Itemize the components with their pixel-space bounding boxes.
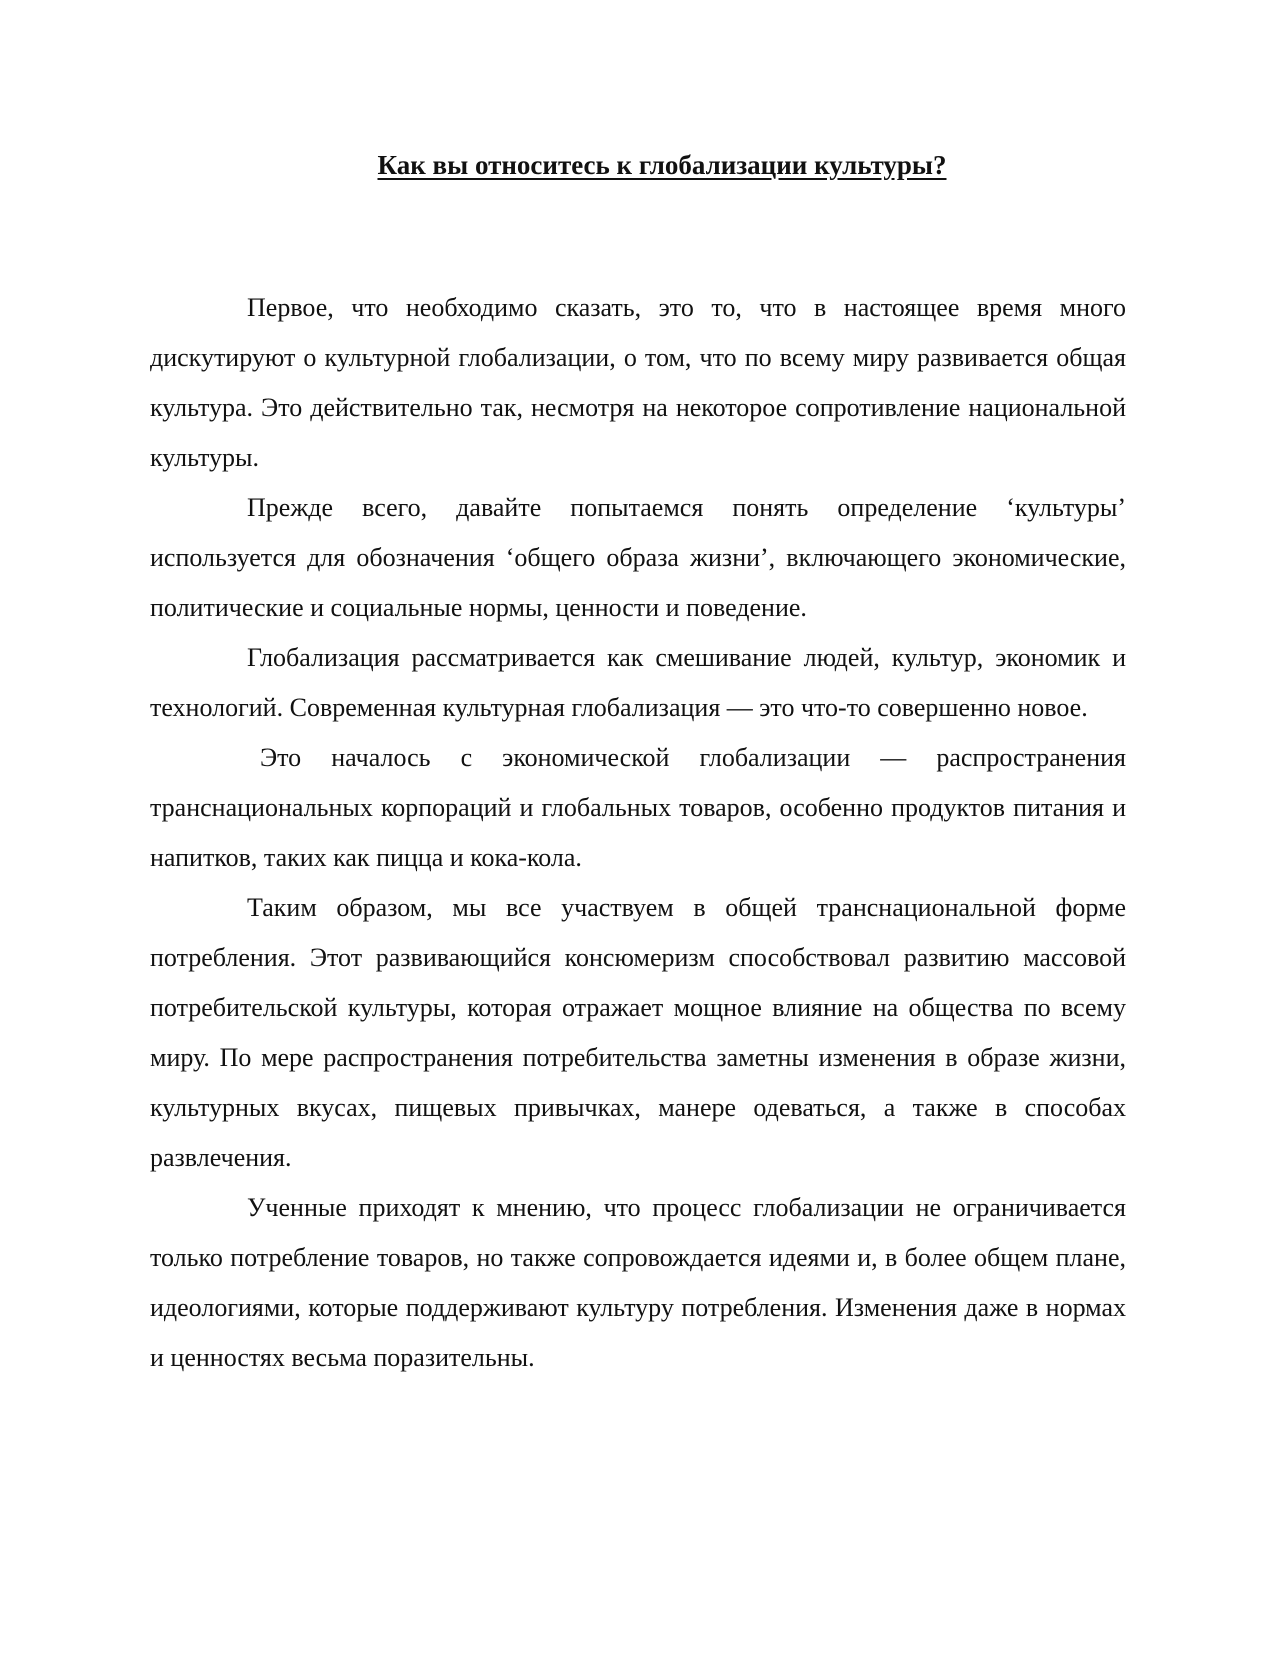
paragraph-5: Таким образом, мы все участвуем в общей транснациональной форме потребления. Этот развивающийся консюмеризм способствовал развитию массовой потребительской культуры, которая отражает мощное влияние на общества по всему миру. По мере распространения потребительства заметны изменения в образе жизни, культурных вкусах, пищевых привычках, манере одеваться, а также в способах развлечения. (150, 893, 1126, 1172)
paragraph-2: Прежде всего, давайте попытаемся понять определение ‘культуры’ используется для обозначения ‘общего образа жизни’, включающего экономические, политические и социальные нормы, ценности и поведение. (150, 493, 1126, 622)
paragraph-4: Это началось с экономической глобализации — распространения транснациональных корпораций и глобальных товаров, особенно продуктов питания и напитков, таких как пицца и кока-кола. (150, 743, 1126, 872)
document-body (150, 283, 1126, 1383)
paragraph-6: Ученные приходят к мнению, что процесс глобализации не ограничивается только потребление товаров, но также сопровождается идеями и, в более общем плане, идеологиями, которые поддерживают культуру потребления. Изменения даже в нормах и ценностях весьма поразительны. (150, 1193, 1126, 1372)
paragraph-1: Первое, что необходимо сказать, это то, что в настоящее время много дискутируют о культурной глобализации, о том, что по всему миру развивается общая культура. Это действительно так, несмотря на некоторое сопротивление национальной культуры. (150, 293, 1126, 472)
paragraph-3: Глобализация рассматривается как смешивание людей, культур, экономик и технологий. Современная культурная глобализация — это что-то совершенно новое. (150, 643, 1126, 722)
document-title: Как вы относитесь к глобализации культуры? (377, 150, 947, 180)
